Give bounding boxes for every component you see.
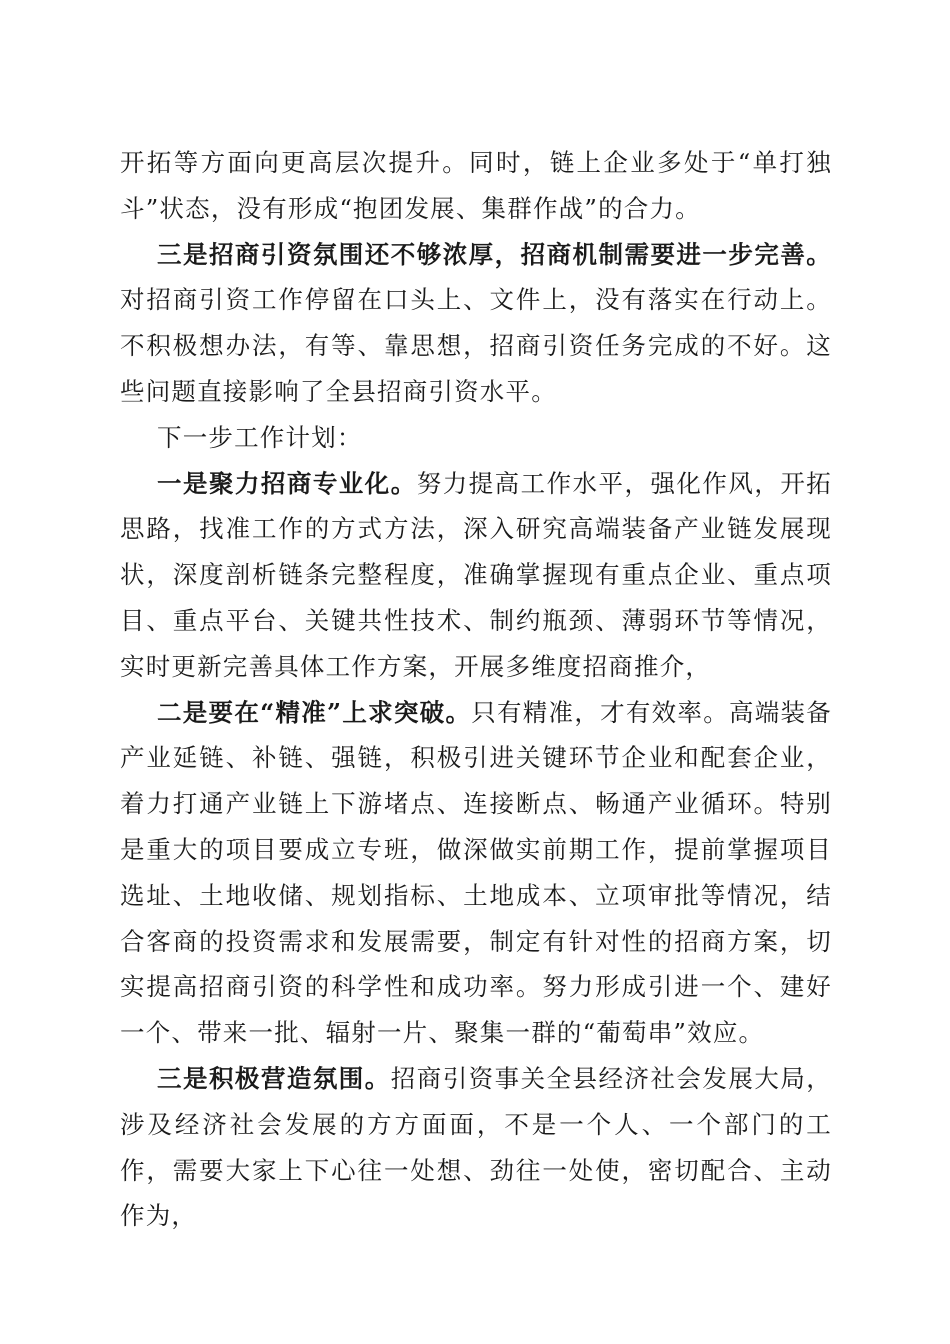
paragraph-lead: 三是积极营造氛围。 [157, 1063, 391, 1093]
paragraph-text: 下一步工作计划： [157, 422, 363, 452]
paragraph-lead: 三是招商引资氛围还不够浓厚，招商机制需要进一步完善。 [157, 239, 832, 269]
paragraph-next-plan-heading [120, 415, 832, 461]
paragraph-plan-three [120, 1056, 832, 1239]
paragraph-text: 努力提高工作水平，强化作风，开拓思路，找准工作的方式方法，深入研究高端装备产业链发展现状，深度剖析链条完整程度，准确掌握现有重点企业、重点项目、重点平台、关键共性技术、制约瓶颈、薄弱环节等情况，实时更新完善具体工作方案，开展多维度招商推介， [120, 468, 832, 681]
paragraph-text: 对招商引资工作停留在口头上、文件上，没有落实在行动上。不积极想办法，有等、靠思想，招商引资任务完成的不好。这些问题直接影响了全县招商引资水平。 [120, 285, 832, 406]
document-page [120, 140, 832, 1239]
paragraph-continuation [120, 140, 832, 232]
paragraph-lead: 二是要在“精准”上求突破。 [157, 697, 472, 727]
paragraph-text: 招商引资事关全县经济社会发展大局，涉及经济社会发展的方方面面，不是一个人、一个部门的工作，需要大家上下心往一处想、劲往一处使，密切配合、主动作为， [120, 1063, 832, 1231]
paragraph-plan-one [120, 461, 832, 690]
paragraph-lead: 一是聚力招商专业化。 [157, 468, 417, 498]
paragraph-plan-two [120, 690, 832, 1056]
paragraph-issue-three [120, 232, 832, 415]
paragraph-text: 只有精准，才有效率。高端装备产业延链、补链、强链，积极引进关键环节企业和配套企业，着力打通产业链上下游堵点、连接断点、畅通产业循环。特别是重大的项目要成立专班，做深做实前期工作，提前掌握项目选址、土地收储、规划指标、土地成本、立项审批等情况，结合客商的投资需求和发展需要，制定有针对性的招商方案，切实提高招商引资的科学性和成功率。努力形成引进一个、建好一个、带来一批、辐射一片、聚集一群的“葡萄串”效应。 [120, 697, 832, 1048]
paragraph-text: 开拓等方面向更高层次提升。同时，链上企业多处于“单打独斗”状态，没有形成“抱团发展、集群作战”的合力。 [120, 148, 832, 223]
